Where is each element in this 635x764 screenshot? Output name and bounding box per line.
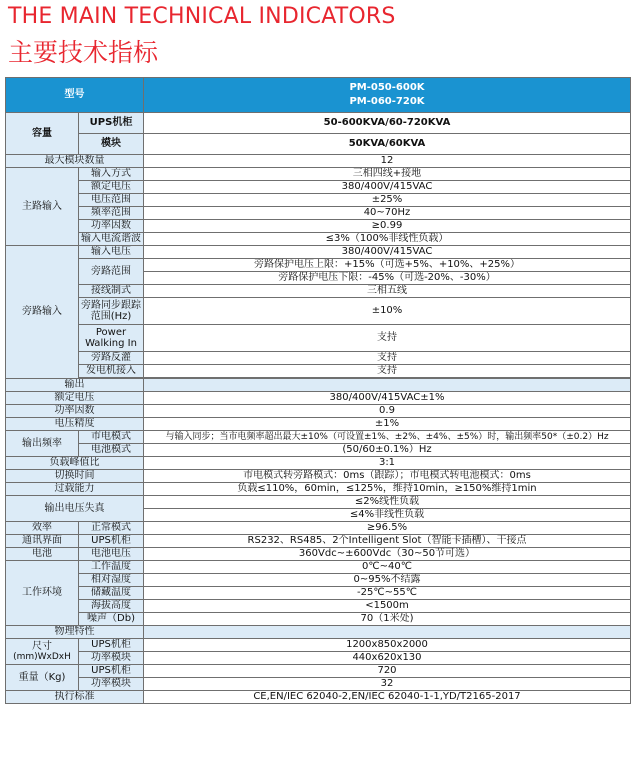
output-section-blank [144,379,631,392]
bypass-wiring-label: 接线制式 [79,285,144,298]
distortion-nonlinear: ≤4%非线性负载 [144,509,631,522]
weight-cabinet-label: UPS机柜 [79,665,144,678]
size-cabinet-label: UPS机柜 [79,639,144,652]
ups-cabinet-label: UPS机柜 [79,113,144,134]
main-input-key: 输入电流谐波 [79,233,144,246]
main-input-value: ≤3%（100%非线性负载） [144,233,631,246]
max-modules-value: 12 [144,155,631,168]
generator-value: 支持 [144,365,631,378]
physical-section-label: 物理特性 [6,626,144,639]
bypass-range-lower: 旁路保护电压下限：-45%（可选-20%、-30%） [144,272,631,285]
env-value: 0~95%不结露 [144,574,631,587]
spec-table [5,77,631,704]
env-value: -25℃~55℃ [144,587,631,600]
generator-label: 发电机接入 [79,365,144,378]
size-label-line-1: 尺寸 [32,640,52,652]
bypass-wiring-value: 三相五线 [144,285,631,298]
power-factor-value: 0.9 [144,405,631,418]
main-input-value: ≥0.99 [144,220,631,233]
efficiency-mode-label: 正常模式 [79,522,144,535]
env-key: 海拔高度 [79,600,144,613]
env-key: 相对湿度 [79,574,144,587]
main-input-label: 主路输入 [6,168,79,246]
environment-label: 工作环境 [6,561,79,626]
crest-factor-label: 负载峰值比 [6,457,144,470]
switch-time-label: 切换时间 [6,470,144,483]
weight-module-value: 32 [144,678,631,691]
module-value: 50KVA/60KVA [144,134,631,155]
rated-voltage-value: 380/400V/415VAC±1% [144,392,631,405]
output-section-label: 输出 [6,379,144,392]
bypass-voltage-label: 输入电压 [79,246,144,259]
main-input-key: 输入方式 [79,168,144,181]
model-line-1: PM-050-600K [349,82,425,93]
weight-label: 重量（Kg) [6,665,79,691]
bypass-backfeed-label: 旁路反灌 [79,352,144,365]
main-input-key: 频率范围 [79,207,144,220]
output-frequency-label: 输出频率 [6,431,79,457]
voltage-accuracy-label: 电压精度 [6,418,144,431]
power-walking-in-label: Power Walking In [79,325,144,352]
env-key: 储藏温度 [79,587,144,600]
weight-module-label: 功率模块 [79,678,144,691]
env-key: 工作温度 [79,561,144,574]
main-input-value: 三相四线+接地 [144,168,631,181]
battery-label: 电池 [6,548,79,561]
env-value: 70（1米处) [144,613,631,626]
mains-mode-label: 市电模式 [79,431,144,444]
distortion-linear: ≤2%线性负载 [144,496,631,509]
bypass-voltage-value: 380/400V/415VAC [144,246,631,259]
model-line-2: PM-060-720K [349,96,425,107]
weight-cabinet-value: 720 [144,665,631,678]
size-cabinet-value: 1200x850x2000 [144,639,631,652]
bypass-range-label: 旁路范围 [79,259,144,285]
main-input-value: 40~70Hz [144,207,631,220]
physical-section-blank [144,626,631,639]
bypass-backfeed-value: 支持 [144,352,631,365]
comm-label: 通讯界面 [6,535,79,548]
overload-value: 负载≤110%，60min，≤125%，维持10min，≥150%维持1min [144,483,631,496]
efficiency-label: 效率 [6,522,79,535]
max-modules-label: 最大模块数量 [6,155,144,168]
bypass-sync-label: 旁路同步跟踪范围(Hz) [79,298,144,325]
size-label-line-2: (mm)WxDxH [13,651,71,662]
power-walking-in-value: 支持 [144,325,631,352]
main-input-key: 功率因数 [79,220,144,233]
module-label: 模块 [79,134,144,155]
title-english: THE MAIN TECHNICAL INDICATORS [8,4,396,29]
env-key: 噪声（Db) [79,613,144,626]
main-input-value: ±25% [144,194,631,207]
model-label: 型号 [6,78,144,113]
efficiency-value: ≥96.5% [144,522,631,535]
rated-voltage-label: 额定电压 [6,392,144,405]
standard-value: CE,EN/IEC 62040-2,EN/IEC 62040-1-1,YD/T2165-2017 [144,691,631,704]
bypass-range-upper: 旁路保护电压上限：+15%（可选+5%、+10%、+25%） [144,259,631,272]
size-module-label: 功率模块 [79,652,144,665]
comm-cabinet-label: UPS机柜 [79,535,144,548]
mains-mode-value: 与输入同步；当市电频率超出最大±10%（可设置±1%、±2%、±4%、±5%）时，输出频率50*（±0.2）Hz [144,431,631,444]
overload-label: 过载能力 [6,483,144,496]
comm-value: RS232、RS485、2个Intelligent Slot（智能卡插槽）、干接点 [144,535,631,548]
switch-time-value: 市电模式转旁路模式：0ms（跟踪）；市电模式转电池模式：0ms [144,470,631,483]
env-value: <1500m [144,600,631,613]
ups-cabinet-value: 50-600KVA/60-720KVA [144,113,631,134]
crest-factor-value: 3:1 [144,457,631,470]
battery-mode-value: (50/60±0.1%）Hz [144,444,631,457]
size-label [6,639,79,665]
battery-mode-label: 电池模式 [79,444,144,457]
model-value [144,78,631,113]
main-input-key: 额定电压 [79,181,144,194]
standard-label: 执行标准 [6,691,144,704]
bypass-sync-value: ±10% [144,298,631,325]
env-value: 0℃~40℃ [144,561,631,574]
bypass-input-label: 旁路输入 [6,246,79,379]
main-input-value: 380/400V/415VAC [144,181,631,194]
battery-voltage-value: 360Vdc~±600Vdc（30~50节可选） [144,548,631,561]
title-chinese: 主要技术指标 [8,38,159,67]
battery-voltage-label: 电池电压 [79,548,144,561]
main-input-key: 电压范围 [79,194,144,207]
distortion-label: 输出电压失真 [6,496,144,522]
voltage-accuracy-value: ±1% [144,418,631,431]
power-factor-label: 功率因数 [6,405,144,418]
size-module-value: 440x620x130 [144,652,631,665]
capacity-label: 容量 [6,113,79,155]
